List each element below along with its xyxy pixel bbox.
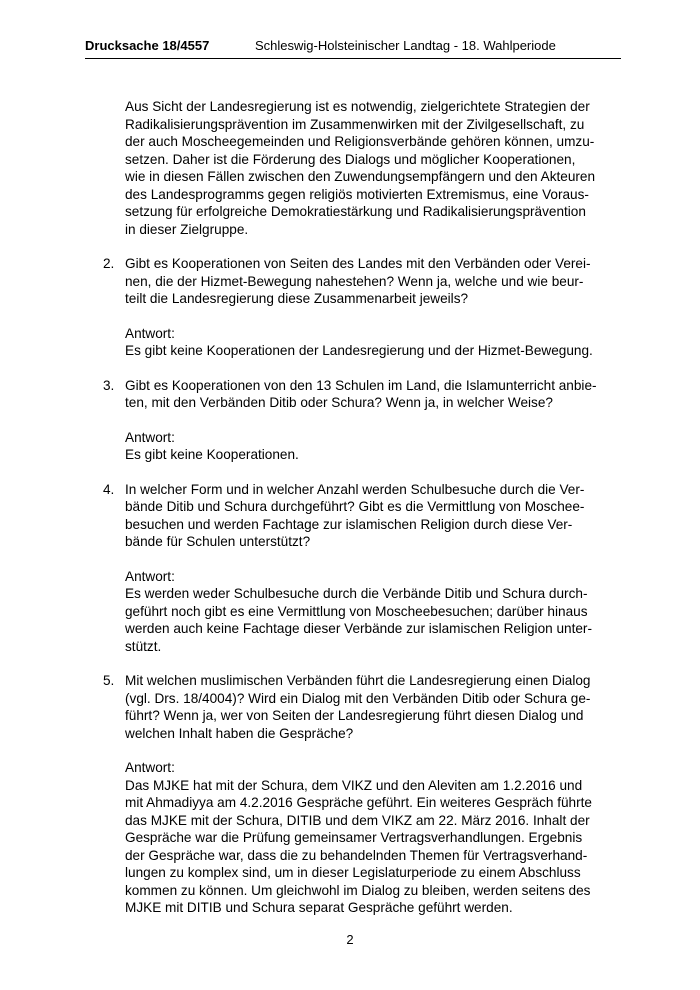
text-line: bände Ditib und Schura durchgeführt? Gibt es die Vermittlung von Moschee- xyxy=(125,499,585,514)
text-line: bände für Schulen unterstützt? xyxy=(125,534,311,549)
text-line: Radikalisierungsprävention im Zusammenwirken mit der Zivilgesellschaft, zu xyxy=(125,116,585,132)
question-number: 4. xyxy=(103,481,115,497)
document-number: Drucksache 18/4557 xyxy=(85,38,210,53)
question-text xyxy=(125,672,618,742)
text-line: In welcher Form und in welcher Anzahl werden Schulbesuche durch die Ver- xyxy=(125,481,585,497)
text-line: der Gespräche war, dass die zu behandelnden Themen für Vertragsverhand- xyxy=(125,847,588,863)
text-line: Das MJKE hat mit der Schura, dem VIKZ und den Aleviten am 1.2.2016 und xyxy=(125,777,583,793)
text-line: setzen. Daher ist die Förderung des Dialogs und möglicher Kooperationen, xyxy=(125,151,576,167)
text-line: mit Ahmadiyya am 4.2.2016 Gespräche geführt. Ein weiteres Gespräch führte xyxy=(125,795,592,810)
text-line: welchen Inhalt haben die Gespräche? xyxy=(125,725,354,741)
text-line: Gibt es Kooperationen von den 13 Schulen im Land, die Islamunterricht anbie- xyxy=(125,377,597,393)
text-line: wie in diesen Fällen zwischen den Zuwendungsempfängern und den Akteuren xyxy=(125,169,596,184)
text-line: Aus Sicht der Landesregierung ist es notwendig, zielgerichtete Strategien der xyxy=(125,99,590,114)
text-line: Es gibt keine Kooperationen. xyxy=(125,447,299,462)
answer-label: Antwort: xyxy=(125,760,175,775)
question-text xyxy=(125,255,618,308)
question-number: 2. xyxy=(103,256,115,271)
intro-paragraph xyxy=(125,98,618,238)
document-body xyxy=(85,98,618,934)
text-line: (vgl. Drs. 18/4004)? Wird ein Dialog mit den Verbänden Ditib oder Schura ge- xyxy=(125,690,591,706)
text-line: führt? Wenn ja, wer von Seiten der Landesregierung führt diesen Dialog und xyxy=(125,708,584,723)
question-2 xyxy=(85,255,618,308)
text-line: Mit welchen muslimischen Verbänden führt die Landesregierung einen Dialog xyxy=(125,673,591,688)
text-line: nen, die der Hizmet-Bewegung nahestehen? Wenn ja, welche und wie beur- xyxy=(125,273,584,289)
text-line: setzung für erfolgreiche Demokratiestärkung und Radikalisierungsprävention xyxy=(125,204,586,219)
page-header xyxy=(85,36,621,59)
text-line: Gespräche war die Prüfung gemeinsamer Vertragsverhandlungen. Ergebnis xyxy=(125,830,583,845)
text-line: Gibt es Kooperationen von Seiten des Landes mit den Verbänden oder Verei- xyxy=(125,256,591,271)
text-line: das MJKE mit der Schura, DITIB und dem VIKZ am 22. März 2016. Inhalt der xyxy=(125,812,590,828)
text-line: in dieser Zielgruppe. xyxy=(125,221,249,237)
text-line: der auch Moscheegemeinden und Religionsverbände gehören können, umzu- xyxy=(125,134,595,149)
question-5 xyxy=(85,672,618,742)
question-4 xyxy=(85,481,618,551)
text-line: des Landesprogramms gegen religiös motivierten Extremismus, eine Voraus- xyxy=(125,186,589,202)
answer-3 xyxy=(125,429,618,464)
answer-5 xyxy=(125,759,618,917)
text-line: ten, mit den Verbänden Ditib oder Schura? Wenn ja, in welcher Weise? xyxy=(125,395,553,410)
question-text xyxy=(125,481,618,551)
question-3 xyxy=(85,377,618,412)
question-number: 3. xyxy=(103,377,115,393)
text-line: stützt. xyxy=(125,638,162,654)
text-line: MJKE mit DITIB und Schura separat Gespräche geführt werden. xyxy=(125,900,513,915)
parliament-title: Schleswig-Holsteinischer Landtag - 18. Wahlperiode xyxy=(255,38,556,53)
question-number: 5. xyxy=(103,673,115,688)
answer-2 xyxy=(125,325,618,360)
answer-label: Antwort: xyxy=(125,568,175,584)
page-number: 2 xyxy=(346,932,354,947)
text-line: besuchen und werden Fachtage zur islamischen Religion durch diese Ver- xyxy=(125,516,573,532)
answer-4 xyxy=(125,568,618,656)
text-line: Es gibt keine Kooperationen der Landesregierung und der Hizmet-Bewegung. xyxy=(125,343,593,358)
question-text xyxy=(125,377,618,412)
text-line: teilt die Landesregierung diese Zusammenarbeit jeweils? xyxy=(125,291,469,306)
text-line: geführt noch gibt es eine Vermittlung von Moscheebesuchen; darüber hinaus xyxy=(125,603,588,619)
answer-label: Antwort: xyxy=(125,325,175,341)
text-line: Es werden weder Schulbesuche durch die Verbände Ditib und Schura durch- xyxy=(125,586,588,601)
answer-label: Antwort: xyxy=(125,429,175,445)
text-line: kommen zu können. Um gleichwohl im Dialog zu bleiben, werden seitens des xyxy=(125,882,591,898)
text-line: werden auch keine Fachtage dieser Verbände zur islamischen Religion unter- xyxy=(125,621,592,636)
text-line: lungen zu komplex sind, um in dieser Legislaturperiode zu einem Abschluss xyxy=(125,865,581,880)
